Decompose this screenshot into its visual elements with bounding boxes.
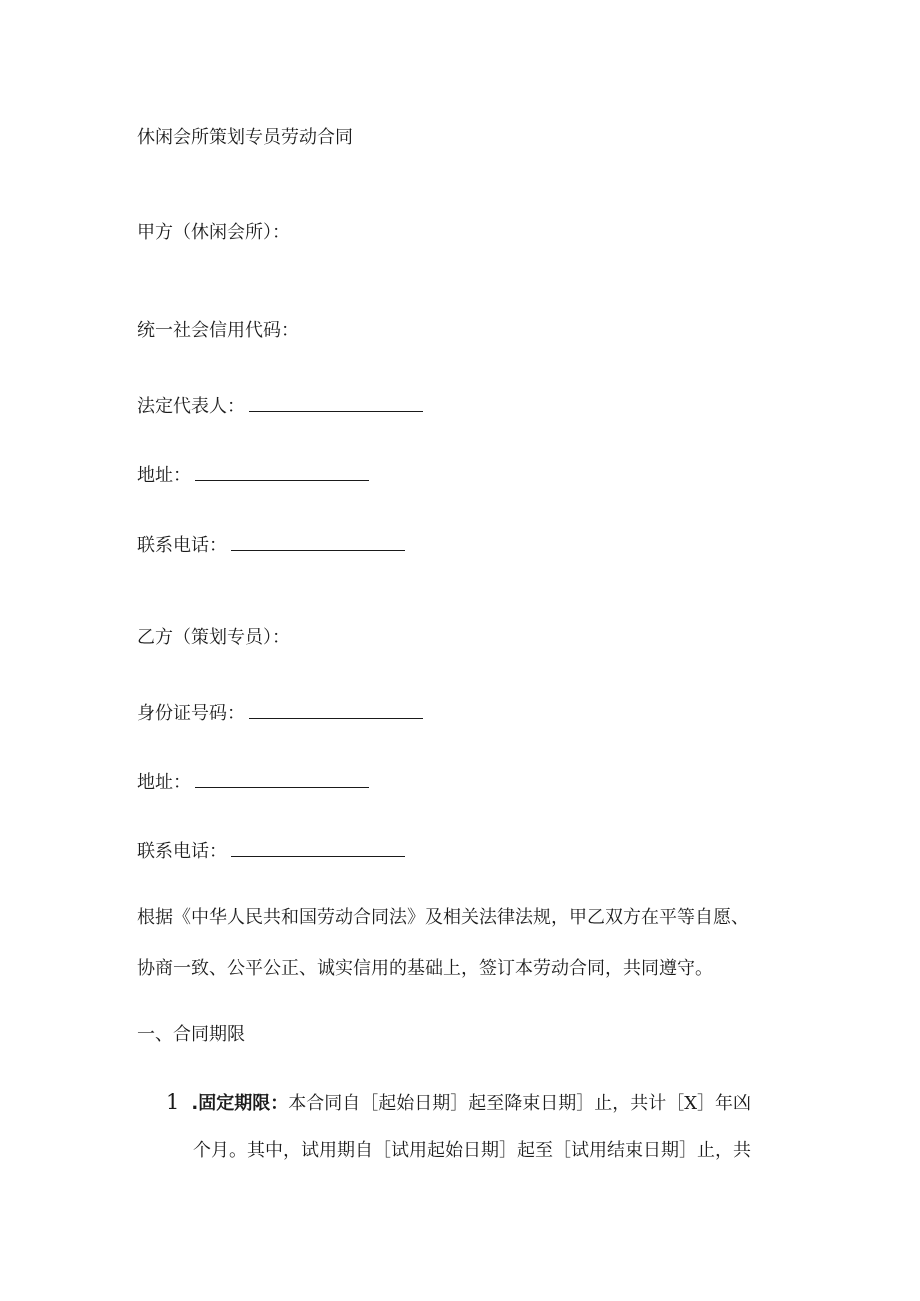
party-b-address-row	[137, 769, 369, 795]
party-b-id-field[interactable]	[249, 700, 423, 719]
preamble-line-1: 根据《中华人民共和国劳动合同法》及相关法律法规，甲乙双方在平等自愿、	[137, 907, 749, 928]
clause-1-text-b: 年凶	[715, 1093, 752, 1114]
party-a-credit-code-label: 统一社会信用代码：	[137, 320, 299, 341]
clause-1-term-label: .固定期限：	[191, 1093, 289, 1114]
clause-1-bracket-x: ［X］	[666, 1093, 716, 1114]
party-a-address-row	[137, 462, 369, 488]
party-b-heading: 乙方（策划专员）：	[137, 627, 290, 648]
party-b-address-label: 地址：	[137, 772, 191, 793]
clause-1-number: 1	[166, 1090, 180, 1114]
party-a-phone-row	[137, 532, 405, 558]
party-b-phone-label: 联系电话：	[137, 841, 227, 862]
section-1-heading: 一、合同期限	[137, 1024, 245, 1045]
document-title: 休闲会所策划专员劳动合同	[137, 127, 353, 148]
party-a-address-label: 地址：	[137, 465, 191, 486]
preamble-line-2: 协商一致、公平公正、诚实信用的基础上，签订本劳动合同，共同遵守。	[137, 958, 713, 979]
party-a-address-field[interactable]	[195, 462, 369, 481]
party-b-id-row	[137, 700, 423, 726]
party-b-phone-row	[137, 838, 405, 864]
party-b-phone-field[interactable]	[231, 838, 405, 857]
party-a-legal-rep-row	[137, 393, 423, 419]
clause-1-text-a: 本合同自［起始日期］起至降束日期］止，共计	[288, 1093, 667, 1114]
clause-1-line-2: 个月。其中，试用期自［试用起始日期］起至［试用结束日期］止，共	[193, 1140, 751, 1161]
party-b-id-label: 身份证号码：	[137, 703, 245, 724]
party-a-heading: 甲方（休闲会所）：	[137, 222, 290, 243]
party-a-legal-rep-field[interactable]	[249, 393, 423, 412]
clause-1-line-1	[166, 1090, 751, 1116]
party-b-address-field[interactable]	[195, 769, 369, 788]
party-a-phone-label: 联系电话：	[137, 535, 227, 556]
party-a-phone-field[interactable]	[231, 532, 405, 551]
party-a-legal-rep-label: 法定代表人：	[137, 396, 245, 417]
